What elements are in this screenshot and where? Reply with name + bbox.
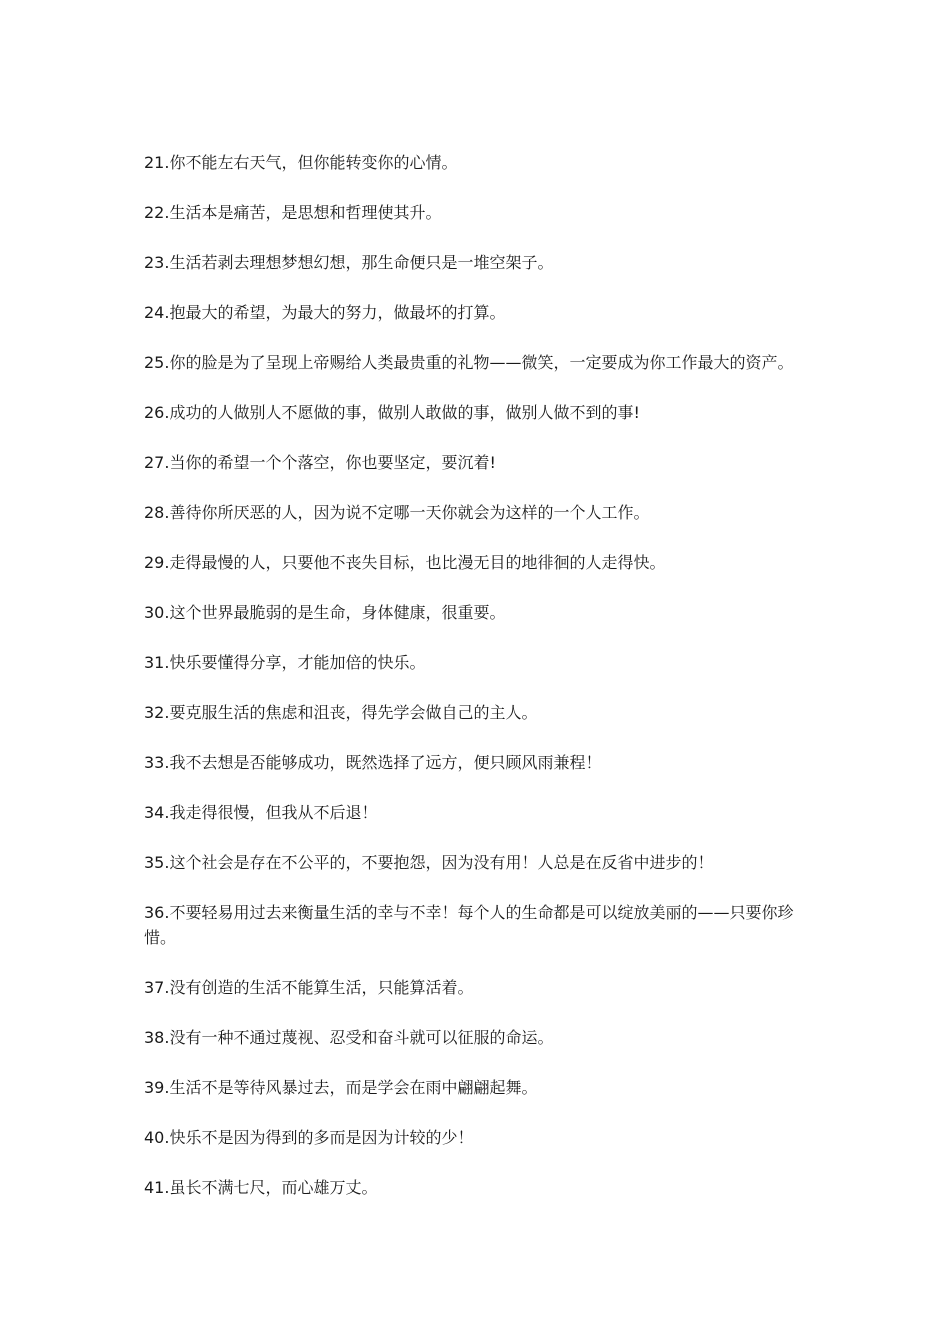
quote-22: 22.生活本是痛苦，是思想和哲理使其升。 — [144, 203, 442, 222]
quote-29: 29.走得最慢的人，只要他不丧失目标，也比漫无目的地徘徊的人走得快。 — [144, 553, 666, 572]
quote-41: 41.虽长不满七尺，而心雄万丈。 — [144, 1178, 378, 1197]
quote-23: 23.生活若剥去理想梦想幻想，那生命便只是一堆空架子。 — [144, 253, 554, 272]
quote-31: 31.快乐要懂得分享，才能加倍的快乐。 — [144, 653, 426, 672]
quote-38: 38.没有一种不通过蔑视、忍受和奋斗就可以征服的命运。 — [144, 1028, 554, 1047]
quote-list — [144, 150, 796, 1225]
quote-21: 21.你不能左右天气，但你能转变你的心情。 — [144, 153, 458, 172]
quote-24: 24.抱最大的希望，为最大的努力，做最坏的打算。 — [144, 303, 506, 322]
quote-36: 36.不要轻易用过去来衡量生活的幸与不幸！每个人的生命都是可以绽放美丽的——只要你珍惜。 — [144, 903, 794, 947]
quote-37: 37.没有创造的生活不能算生活，只能算活着。 — [144, 978, 474, 997]
quote-34: 34.我走得很慢，但我从不后退！ — [144, 803, 378, 822]
quote-32: 32.要克服生活的焦虑和沮丧，得先学会做自己的主人。 — [144, 703, 538, 722]
quote-30: 30.这个世界最脆弱的是生命，身体健康，很重要。 — [144, 603, 506, 622]
quote-27: 27.当你的希望一个个落空，你也要坚定，要沉着! — [144, 453, 496, 472]
quote-39: 39.生活不是等待风暴过去，而是学会在雨中翩翩起舞。 — [144, 1078, 538, 1097]
quote-40: 40.快乐不是因为得到的多而是因为计较的少！ — [144, 1128, 474, 1147]
quote-26: 26.成功的人做别人不愿做的事，做别人敢做的事，做别人做不到的事! — [144, 403, 640, 422]
quote-33: 33.我不去想是否能够成功，既然选择了远方，便只顾风雨兼程！ — [144, 753, 602, 772]
quote-35: 35.这个社会是存在不公平的，不要抱怨，因为没有用！人总是在反省中进步的！ — [144, 853, 714, 872]
quote-25: 25.你的脸是为了呈现上帝赐给人类最贵重的礼物——微笑，一定要成为你工作最大的资产。 — [144, 353, 794, 372]
quote-28: 28.善待你所厌恶的人，因为说不定哪一天你就会为这样的一个人工作。 — [144, 503, 650, 522]
